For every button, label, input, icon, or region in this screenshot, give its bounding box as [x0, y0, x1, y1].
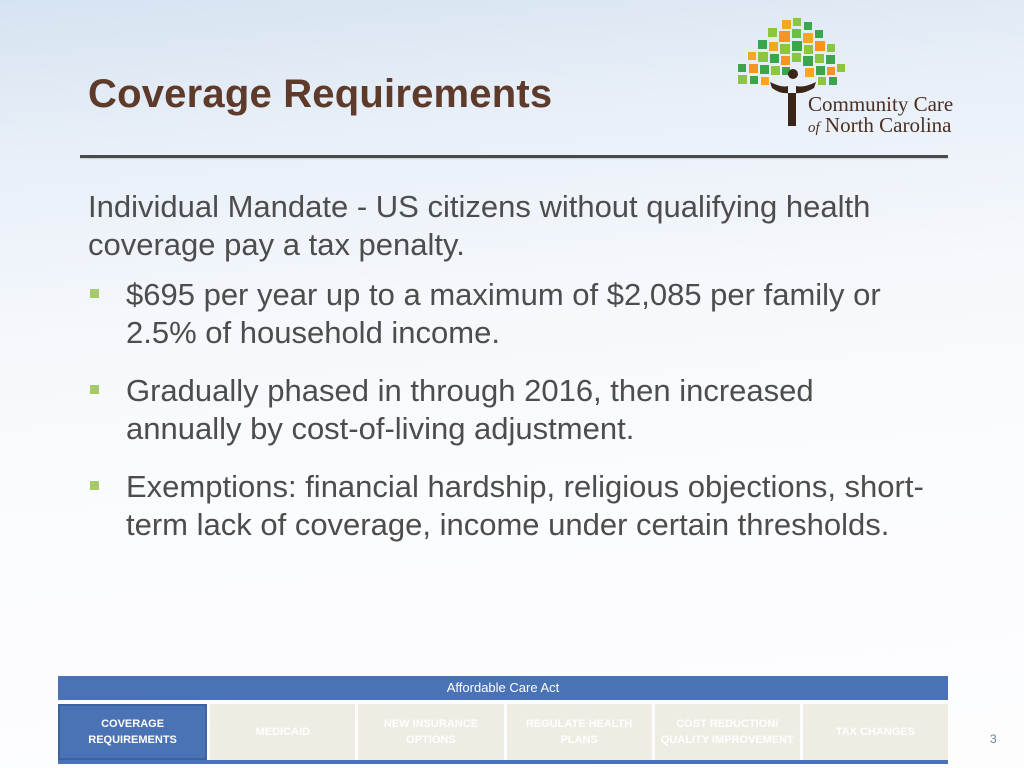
tab-new-insurance-options[interactable]: NEW INSURANCE OPTIONS: [358, 704, 503, 760]
bullet-item: [88, 468, 928, 544]
bullet-text: $695 per year up to a maximum of $2,085 per family or 2.5% of household income.: [126, 277, 881, 350]
nav-header: Affordable Care Act: [58, 676, 948, 700]
tab-tax-changes[interactable]: TAX CHANGES: [803, 704, 948, 760]
bullet-text: Exemptions: financial hardship, religious objections, short-term lack of coverage, income under certain thresholds.: [126, 469, 924, 542]
logo-line-2: [808, 115, 953, 139]
square-bullet-icon: [90, 481, 99, 490]
logo-wordmark: [808, 94, 953, 139]
nav-bottom-bar: [58, 760, 948, 764]
logo-line-2-rest: North Carolina: [824, 113, 952, 137]
intro-paragraph: Individual Mandate - US citizens without qualifying health coverage pay a tax penalty.: [88, 189, 871, 262]
slide-title: Coverage Requirements: [88, 72, 553, 116]
tab-regulate-health-plans[interactable]: REGULATE HEALTH PLANS: [507, 704, 652, 760]
bullet-list: [88, 276, 928, 544]
logo-line-1: Community Care: [808, 92, 954, 116]
title-divider: [80, 155, 948, 158]
slide-body: [88, 188, 928, 564]
page-number: 3: [990, 732, 997, 746]
square-bullet-icon: [90, 385, 99, 394]
logo-of: of: [808, 120, 820, 136]
community-care-logo: [730, 18, 960, 138]
aca-navigation: [58, 676, 948, 760]
nav-tabs: [58, 704, 948, 760]
tab-cost-reduction-quality-improvement[interactable]: COST REDUCTION/ QUALITY IMPROVEMENT: [655, 704, 800, 760]
bullet-item: [88, 372, 928, 448]
square-bullet-icon: [90, 289, 99, 298]
tab-coverage-requirements[interactable]: COVERAGE REQUIREMENTS: [58, 704, 207, 760]
bullet-item: [88, 276, 928, 352]
tab-medicaid[interactable]: MEDICAID: [210, 704, 355, 760]
bullet-text: Gradually phased in through 2016, then increased annually by cost-of-living adjustment.: [126, 373, 814, 446]
